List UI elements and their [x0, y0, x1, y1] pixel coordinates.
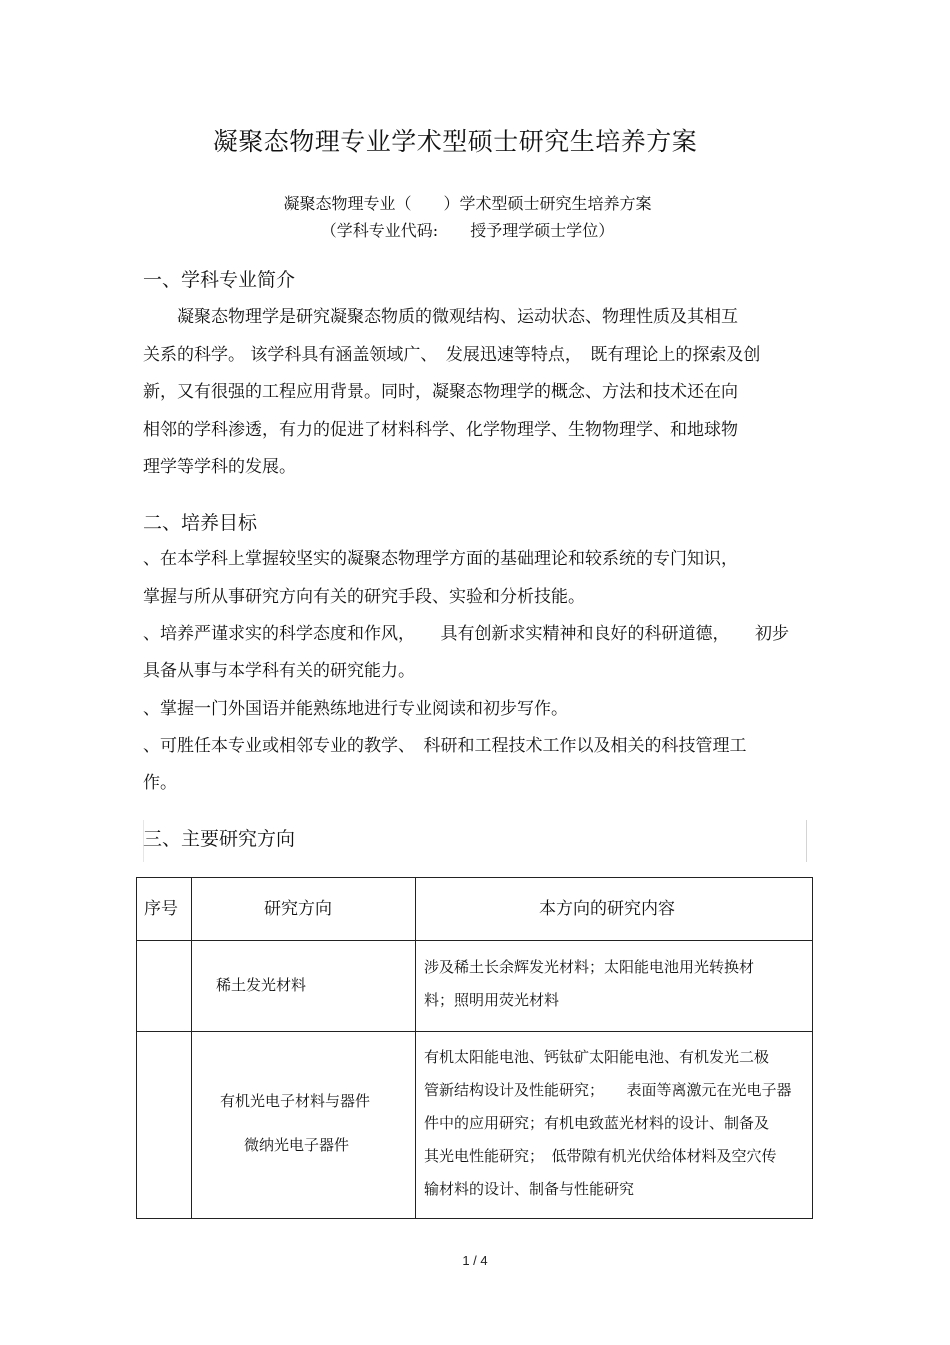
page-indicator: 1 / 4 — [462, 1253, 488, 1268]
table-row-divider — [137, 1031, 812, 1032]
intro-paragraph-line: 新，又有很强的工程应用背景。同时，凝聚态物理学的概念、方法和技术还在向 — [143, 382, 738, 402]
table-cell-content: 其光电性能研究； 低带隙有机光伏给体材料及空穴传 — [424, 1147, 777, 1165]
intro-paragraph-line: 关系的科学。 该学科具有涵盖领域广、 发展迅速等特点， 既有理论上的探索及创 — [143, 345, 761, 365]
table-cell-direction: 微纳光电子器件 — [244, 1136, 350, 1154]
table-header-number: 序号 — [144, 899, 178, 919]
goals-line: 、培养严谨求实的科学态度和作风， 具有创新求实精神和良好的科研道德， 初步 — [143, 624, 789, 644]
intro-paragraph-line: 相邻的学科渗透，有力的促进了材料科学、化学物理学、生物物理学、和地球物 — [143, 420, 738, 440]
intro-paragraph-line: 凝聚态物理学是研究凝聚态物质的微观结构、运动状态、物理性质及其相互 — [143, 307, 738, 327]
table-cell-content: 料；照明用荧光材料 — [424, 991, 560, 1009]
goals-line: 、可胜任本专业或相邻专业的教学、 科研和工程技术工作以及相关的科技管理工 — [143, 736, 747, 756]
table-cell-content: 涉及稀土长余辉发光材料；太阳能电池用光转换材 — [424, 958, 755, 976]
table-cell-content: 管新结构设计及性能研究； 表面等离激元在光电子器 — [424, 1081, 792, 1099]
section-heading-goals: 二、培养目标 — [143, 512, 258, 534]
goals-line: 具备从事与本学科有关的研究能力。 — [143, 661, 415, 681]
table-cell-content: 件中的应用研究；有机电致蓝光材料的设计、制备及 — [424, 1114, 770, 1132]
goals-line: 作。 — [143, 773, 177, 793]
table-cell-direction: 有机光电子材料与器件 — [220, 1092, 371, 1110]
goals-line: 、掌握一门外国语并能熟练地进行专业阅读和初步写作。 — [143, 699, 568, 719]
research-directions-table — [136, 877, 813, 1219]
table-header-direction: 研究方向 — [264, 899, 332, 919]
intro-paragraph-line: 理学等学科的发展。 — [143, 457, 296, 477]
section-heading-directions: 三、主要研究方向 — [143, 828, 296, 850]
table-cell-content: 输材料的设计、制备与性能研究 — [424, 1180, 635, 1198]
goals-line: 、在本学科上掌握较坚实的凝聚态物理学方面的基础理论和较系统的专门知识， — [143, 549, 738, 569]
document-subtitle-line2: （学科专业代码: 授予理学硕士学位） — [320, 221, 615, 240]
document-title: 凝聚态物理专业学术型硕士研究生培养方案 — [212, 127, 698, 156]
section-heading-intro: 一、学科专业简介 — [143, 269, 296, 291]
document-subtitle-line1: 凝聚态物理专业（ ）学术型硕士研究生培养方案 — [283, 194, 652, 213]
goals-line: 掌握与所从事研究方向有关的研究手段、实验和分析技能。 — [143, 587, 585, 607]
table-cell-content: 有机太阳能电池、钙钛矿太阳能电池、有机发光二极 — [424, 1048, 770, 1066]
table-row-divider — [137, 940, 812, 941]
table-header-content: 本方向的研究内容 — [539, 899, 675, 919]
table-column-divider — [191, 878, 192, 1218]
table-column-divider — [415, 878, 416, 1218]
table-cell-direction: 稀土发光材料 — [216, 976, 307, 994]
